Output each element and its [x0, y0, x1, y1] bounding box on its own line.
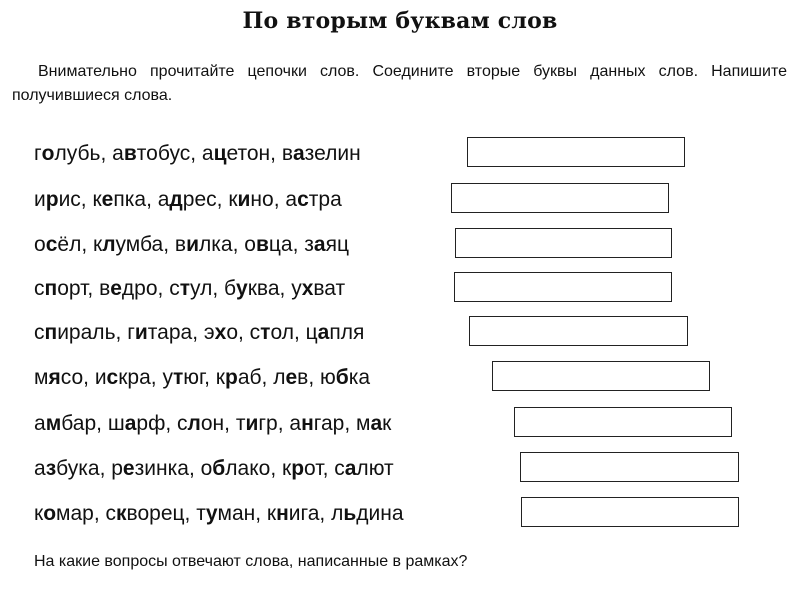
- comma-separator: ,: [270, 142, 282, 165]
- word-chain: [34, 313, 364, 353]
- answer-box[interactable]: [520, 452, 739, 482]
- word-chain: [34, 225, 349, 265]
- comma-separator: ,: [308, 366, 320, 389]
- answer-box[interactable]: [451, 183, 669, 213]
- answer-box[interactable]: [514, 407, 732, 437]
- highlighted-second-letter: х: [214, 321, 227, 344]
- answer-box[interactable]: [521, 497, 739, 527]
- chain-word: лев: [273, 366, 309, 389]
- comma-separator: ,: [100, 142, 113, 165]
- comma-separator: ,: [322, 457, 335, 480]
- comma-separator: ,: [165, 412, 178, 435]
- question-text: На какие вопросы отвечают слова, написанные в рамках?: [34, 553, 468, 570]
- highlighted-second-letter: ь: [343, 502, 357, 525]
- highlighted-second-letter: н: [301, 412, 314, 435]
- comma-separator: ,: [216, 188, 229, 211]
- comma-separator: ,: [150, 366, 163, 389]
- chain-word: ведро: [99, 277, 158, 300]
- chain-word: буква: [224, 277, 280, 300]
- highlighted-second-letter: б: [335, 366, 349, 389]
- comma-separator: ,: [96, 412, 108, 435]
- chain-word: слон: [177, 412, 225, 435]
- chain-word: салют: [334, 457, 394, 480]
- highlighted-second-letter: т: [179, 277, 191, 300]
- answer-box[interactable]: [454, 272, 672, 302]
- chain-word: льдина: [331, 502, 404, 525]
- comma-separator: ,: [319, 502, 332, 525]
- highlighted-second-letter: у: [205, 502, 218, 525]
- chain-word: кино: [228, 188, 274, 211]
- comma-separator: ,: [80, 188, 93, 211]
- word-chain: [34, 404, 391, 444]
- word-chain: [34, 134, 361, 174]
- chain-word: книга: [266, 502, 320, 525]
- word-chain: [34, 449, 394, 489]
- page-title: По вторым буквам слов: [242, 8, 558, 34]
- highlighted-second-letter: е: [285, 366, 298, 389]
- highlighted-second-letter: в: [255, 233, 269, 256]
- highlighted-second-letter: и: [134, 321, 148, 344]
- highlighted-second-letter: а: [317, 321, 330, 344]
- comma-separator: ,: [279, 277, 292, 300]
- comma-separator: ,: [87, 277, 100, 300]
- chain-word: ацетон: [201, 142, 271, 165]
- chain-word: юбка: [319, 366, 371, 389]
- highlighted-second-letter: с: [45, 233, 58, 256]
- highlighted-second-letter: а: [370, 412, 383, 435]
- highlighted-second-letter: а: [313, 233, 326, 256]
- chain-word: вазелин: [281, 142, 361, 165]
- word-chain: [34, 358, 370, 398]
- highlighted-second-letter: а: [344, 457, 357, 480]
- highlighted-second-letter: р: [291, 457, 305, 480]
- highlighted-second-letter: е: [122, 457, 135, 480]
- word-chain: [34, 269, 345, 309]
- chain-word: астра: [285, 188, 342, 211]
- comma-separator: ,: [292, 233, 305, 256]
- chain-word: осёл: [34, 233, 82, 256]
- chain-word: гитара: [127, 321, 193, 344]
- comma-separator: ,: [192, 321, 204, 344]
- comma-separator: ,: [157, 277, 170, 300]
- highlighted-second-letter: л: [187, 412, 201, 435]
- chain-word: заяц: [304, 233, 349, 256]
- highlighted-second-letter: о: [43, 502, 57, 525]
- highlighted-second-letter: п: [44, 277, 58, 300]
- comma-separator: ,: [188, 457, 201, 480]
- chain-word: автобус: [112, 142, 191, 165]
- highlighted-second-letter: р: [45, 188, 59, 211]
- comma-separator: ,: [146, 188, 158, 211]
- highlighted-second-letter: ц: [213, 142, 227, 165]
- highlighted-second-letter: р: [224, 366, 238, 389]
- chain-word: овца: [244, 233, 293, 256]
- comma-separator: ,: [293, 321, 306, 344]
- comma-separator: ,: [344, 412, 357, 435]
- chain-word: мясо: [34, 366, 84, 389]
- comma-separator: ,: [270, 457, 283, 480]
- highlighted-second-letter: е: [101, 188, 114, 211]
- chain-word: ангар: [289, 412, 345, 435]
- answer-box[interactable]: [469, 316, 688, 346]
- chain-word: стол: [249, 321, 294, 344]
- comma-separator: ,: [224, 412, 236, 435]
- answer-box[interactable]: [492, 361, 710, 391]
- word-chain: [34, 494, 404, 534]
- highlighted-second-letter: а: [292, 142, 305, 165]
- chain-word: скворец: [105, 502, 185, 525]
- chain-word: тигр: [235, 412, 278, 435]
- chain-word: утюг: [162, 366, 205, 389]
- comma-separator: ,: [115, 321, 128, 344]
- comma-separator: ,: [81, 233, 93, 256]
- chain-word: эхо: [203, 321, 238, 344]
- comma-separator: ,: [99, 457, 112, 480]
- chain-word: шарф: [107, 412, 166, 435]
- highlighted-second-letter: п: [44, 321, 58, 344]
- highlighted-second-letter: т: [172, 366, 184, 389]
- highlighted-second-letter: и: [245, 412, 259, 435]
- answer-box[interactable]: [455, 228, 672, 258]
- comma-separator: ,: [212, 277, 224, 300]
- chain-word: стул: [169, 277, 213, 300]
- highlighted-second-letter: м: [45, 412, 62, 435]
- chain-word: спираль: [34, 321, 116, 344]
- chain-word: адрес: [157, 188, 217, 211]
- highlighted-second-letter: л: [102, 233, 116, 256]
- comma-separator: ,: [261, 366, 274, 389]
- highlighted-second-letter: с: [297, 188, 309, 211]
- highlighted-second-letter: о: [41, 142, 55, 165]
- chain-word: голубь: [34, 142, 101, 165]
- comma-separator: ,: [238, 321, 250, 344]
- chain-word: вилка: [174, 233, 233, 256]
- highlighted-second-letter: т: [260, 321, 271, 344]
- highlighted-second-letter: у: [236, 277, 248, 300]
- comma-separator: ,: [232, 233, 245, 256]
- chain-word: мак: [356, 412, 392, 435]
- comma-separator: ,: [184, 502, 197, 525]
- highlighted-second-letter: я: [48, 366, 61, 389]
- highlighted-second-letter: и: [186, 233, 199, 256]
- chain-word: туман: [196, 502, 256, 525]
- chain-word: ухват: [291, 277, 346, 300]
- chain-word: крот: [282, 457, 323, 480]
- instruction-text: Внимательно прочитайте цепочки слов. Соедините вторые буквы данных слов. Напишите получившиеся слова.: [12, 63, 787, 104]
- chain-word: комар: [34, 502, 94, 525]
- answer-box[interactable]: [467, 137, 685, 167]
- comma-separator: ,: [190, 142, 202, 165]
- chain-word: цапля: [305, 321, 365, 344]
- comma-separator: ,: [163, 233, 175, 256]
- highlighted-second-letter: а: [124, 412, 137, 435]
- highlighted-second-letter: е: [110, 277, 122, 300]
- highlighted-second-letter: в: [123, 142, 137, 165]
- comma-separator: ,: [255, 502, 267, 525]
- highlighted-second-letter: д: [169, 188, 183, 211]
- highlighted-second-letter: х: [301, 277, 314, 300]
- word-chain: [34, 180, 342, 220]
- highlighted-second-letter: к: [116, 502, 127, 525]
- chain-word: азбука: [34, 457, 100, 480]
- comma-separator: ,: [83, 366, 95, 389]
- chain-word: спорт: [34, 277, 88, 300]
- comma-separator: ,: [273, 188, 286, 211]
- highlighted-second-letter: с: [106, 366, 119, 389]
- highlighted-second-letter: з: [45, 457, 57, 480]
- highlighted-second-letter: б: [212, 457, 226, 480]
- highlighted-second-letter: н: [276, 502, 289, 525]
- chain-word: резинка: [111, 457, 189, 480]
- comma-separator: ,: [93, 502, 106, 525]
- chain-word: облако: [200, 457, 271, 480]
- comma-separator: ,: [204, 366, 216, 389]
- chain-word: ирис: [34, 188, 81, 211]
- highlighted-second-letter: и: [237, 188, 251, 211]
- comma-separator: ,: [277, 412, 290, 435]
- chain-word: искра: [94, 366, 151, 389]
- chain-word: амбар: [34, 412, 97, 435]
- chain-word: краб: [215, 366, 262, 389]
- chain-word: кепка: [92, 188, 147, 211]
- chain-word: клумба: [93, 233, 164, 256]
